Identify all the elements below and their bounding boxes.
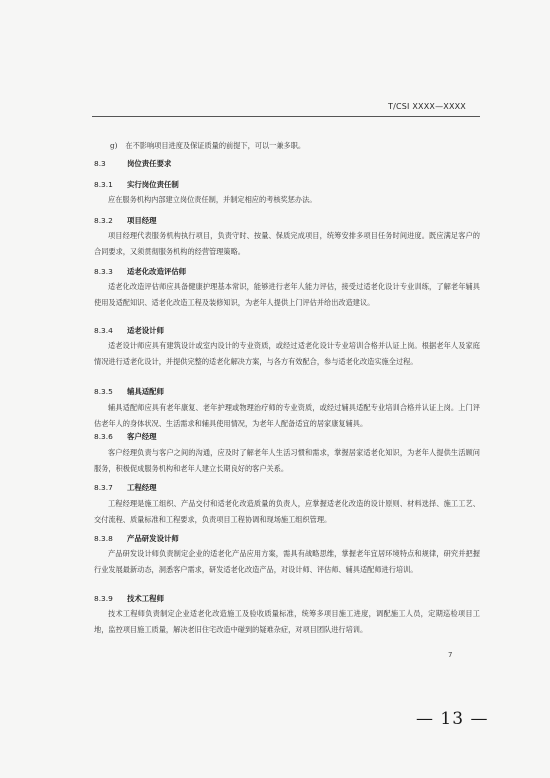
section-body-8-3-4: 适老设计师应具有建筑设计或室内设计的专业资质，或经过适老化设计专业培训合格并认证上岗。根据老年人及家庭情况进行适老化设计，并提供完整的适老化解决方案，与各方有效配合，参与适老化改造实施全过程。 (94, 341, 480, 366)
section-heading-8-3-5: 8.3.5 辅具适配师 (94, 387, 164, 396)
section-body-8-3-1: 应在服务机构内部建立岗位责任制，并制定相应的考核奖惩办法。 (108, 195, 317, 204)
section-heading-8-3-1: 8.3.1 实行岗位责任制 (94, 180, 179, 189)
header-rule (92, 116, 480, 117)
section-heading-8-3-9: 8.3.9 技术工程师 (94, 594, 164, 603)
section-body-8-3-8: 产品研发设计师负责制定企业的适老化产品应用方案，需具有战略思维，掌握老年宜居环境特点和规律，研究并把握行业发展最新动态，洞悉客户需求，研发适老化改造产品，对设计师、评估师、辅具适配师进行培训。 (94, 549, 480, 574)
section-body-8-3-9: 技术工程师负责制定企业适老化改造施工及验收质量标准，统筹多项目施工进度，调配施工人员，定期巡检项目工地，监控项目施工质量，解决老旧住宅改造中碰到的疑难杂症，对项目团队进行培训。 (94, 609, 480, 634)
list-item-marker: g) (110, 141, 118, 150)
inner-page-number: 7 (448, 651, 453, 659)
section-body-8-3-5: 辅具适配师应具有老年康复、老年护理或物理治疗师的专业资质，或经过辅具适配专业培训合格并认证上岗。上门评估老年人的身体状况、生活需求和辅具使用情况，为老年人配备适宜的居家康复辅具。 (94, 403, 480, 428)
standard-code: T/CSI XXXX—XXXX (388, 102, 466, 111)
section-heading-8-3-3: 8.3.3 适老化改造评估师 (94, 267, 187, 276)
section-heading-8-3-8: 8.3.8 产品研发设计师 (94, 534, 179, 543)
section-body-8-3-3: 适老化改造评估师应具备健康护理基本常识，能够进行老年人能力评估，接受过适老化设计专业训练，了解老年辅具使用及适配知识、适老化改造工程及装修知识，为老年人提供上门评估并给出改造建议。 (94, 282, 480, 307)
section-heading-8-3-7: 8.3.7 工程经理 (94, 483, 157, 492)
section-body-8-3-7: 工程经理是施工组织、产品交付和适老化改造质量的负责人，应掌握适老化改造的设计原则、材料选择、施工工艺、交付流程、质量标准和工程要求，负责项目工程协调和现场施工组织管理。 (94, 499, 480, 524)
section-body-8-3-6: 客户经理负责与客户之间的沟通，应及时了解老年人生活习惯和需求，掌握居家适老化知识，为老年人提供生活顾问服务，积极促成服务机构和老年人建立长期良好的客户关系。 (94, 448, 480, 473)
list-item-g (110, 141, 305, 151)
page-number: — 13 — (416, 709, 489, 729)
section-heading-8-3-2: 8.3.2 项目经理 (94, 216, 157, 225)
section-body-8-3-2: 项目经理代表服务机构执行项目，负责守时、按量、保质完成项目，统筹安排多项目任务时间进度。既应满足客户的合同要求，又须贯彻服务机构的经营管理策略。 (94, 231, 480, 256)
section-heading-8-3: 8.3 岗位责任要求 (94, 159, 172, 168)
section-heading-8-3-4: 8.3.4 适老设计师 (94, 326, 164, 335)
section-heading-8-3-6: 8.3.6 客户经理 (94, 432, 157, 441)
list-item-text: 在不影响项目进度及保证质量的前提下，可以一兼多职。 (125, 141, 306, 150)
